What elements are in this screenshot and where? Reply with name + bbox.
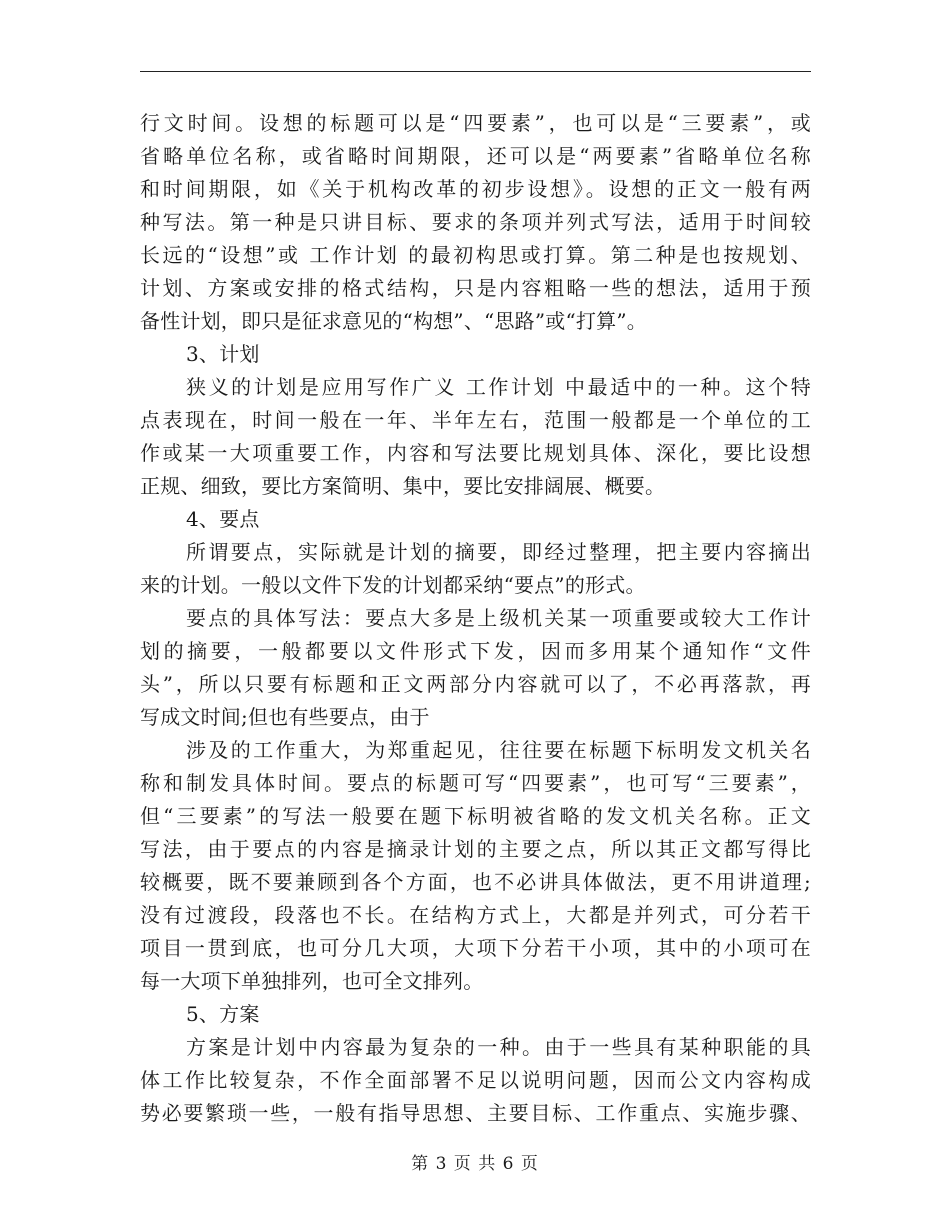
header-rule (140, 71, 811, 72)
section-heading-fangan (140, 998, 811, 1031)
section-heading: 4、要点 (186, 507, 260, 531)
section-heading: 5、方案 (186, 1002, 260, 1026)
text-line: 较概要，既不要兼顾到各个方面，也不必讲具体做法，更不用讲道理; (140, 870, 811, 894)
text-line: 但“三要素”的写法一般要在题下标明被省略的发文机关名称。正文 (140, 804, 811, 828)
document-body (140, 107, 811, 1130)
text-line: 所谓要点，实际就是计划的摘要，即经过整理，把主要内容摘出 (186, 540, 811, 564)
text-line: 长远的“设想”或 工作计划 的最初构思或打算。第二种是也按规划、 (140, 243, 811, 267)
section-heading-yaodian (140, 503, 811, 536)
paragraph (140, 1031, 811, 1130)
text-line: 写成文时间;但也有些要点，由于 (140, 705, 430, 729)
paragraph (140, 371, 811, 503)
text-line: 来的计划。一般以文件下发的计划都采纳“要点”的形式。 (140, 573, 646, 597)
text-line: 没有过渡段，段落也不长。在结构方式上，大都是并列式，可分若干 (140, 903, 811, 927)
text-line: 头”，所以只要有标题和正文两部分内容就可以了，不必再落款，再 (140, 672, 811, 696)
text-line: 计划、方案或安排的格式结构，只是内容粗略一些的想法，适用于预 (140, 276, 811, 300)
text-line: 写法，由于要点的内容是摘录计划的主要之点，所以其正文都写得比 (140, 837, 811, 861)
section-heading-jihua (140, 338, 811, 371)
page-number: 第 3 页 共 6 页 (411, 1154, 539, 1174)
paragraph (140, 107, 811, 338)
paragraph (140, 536, 811, 602)
paragraph (140, 734, 811, 998)
text-line: 划的摘要，一般都要以文件形式下发，因而多用某个通知作“文件 (140, 639, 811, 663)
section-heading: 3、计划 (186, 342, 260, 366)
text-line: 备性计划，即只是征求意见的“构想”、“思路”或“打算”。 (140, 309, 647, 333)
text-line: 项目一贯到底，也可分几大项，大项下分若干小项，其中的小项可在 (140, 936, 811, 960)
text-line: 作或某一大项重要工作，内容和写法要比规划具体、深化，要比设想 (140, 441, 811, 465)
paragraph (140, 602, 811, 734)
text-line: 和时间期限，如《关于机构改革的初步设想》。设想的正文一般有两 (140, 177, 811, 201)
text-line: 方案是计划中内容最为复杂的一种。由于一些具有某种职能的具 (186, 1035, 811, 1059)
text-line: 省略单位名称，或省略时间期限，还可以是“两要素”省略单位名称 (140, 144, 811, 168)
text-line: 每一大项下单独排列，也可全文排列。 (140, 969, 484, 993)
text-line: 要点的具体写法：要点大多是上级机关某一项重要或较大工作计 (186, 606, 811, 630)
text-line: 势必要繁琐一些，一般有指导思想、主要目标、工作重点、实施步骤、 (140, 1101, 811, 1125)
text-line: 点表现在，时间一般在一年、半年左右，范围一般都是一个单位的工 (140, 408, 811, 432)
text-line: 涉及的工作重大，为郑重起见，往往要在标题下标明发文机关名 (186, 738, 811, 762)
text-line: 称和制发具体时间。要点的标题可写“四要素”，也可写“三要素”， (140, 771, 811, 795)
text-line: 正规、细致，要比方案简明、集中，要比安排阔展、概要。 (140, 474, 666, 498)
text-line: 体工作比较复杂，不作全面部署不足以说明问题，因而公文内容构成 (140, 1068, 811, 1092)
text-line: 种写法。第一种是只讲目标、要求的条项并列式写法，适用于时间较 (140, 210, 811, 234)
text-line: 狭义的计划是应用写作广义 工作计划 中最适中的一种。这个特 (186, 375, 811, 399)
text-line: 行文时间。设想的标题可以是“四要素”，也可以是“三要素”，或 (140, 111, 811, 135)
